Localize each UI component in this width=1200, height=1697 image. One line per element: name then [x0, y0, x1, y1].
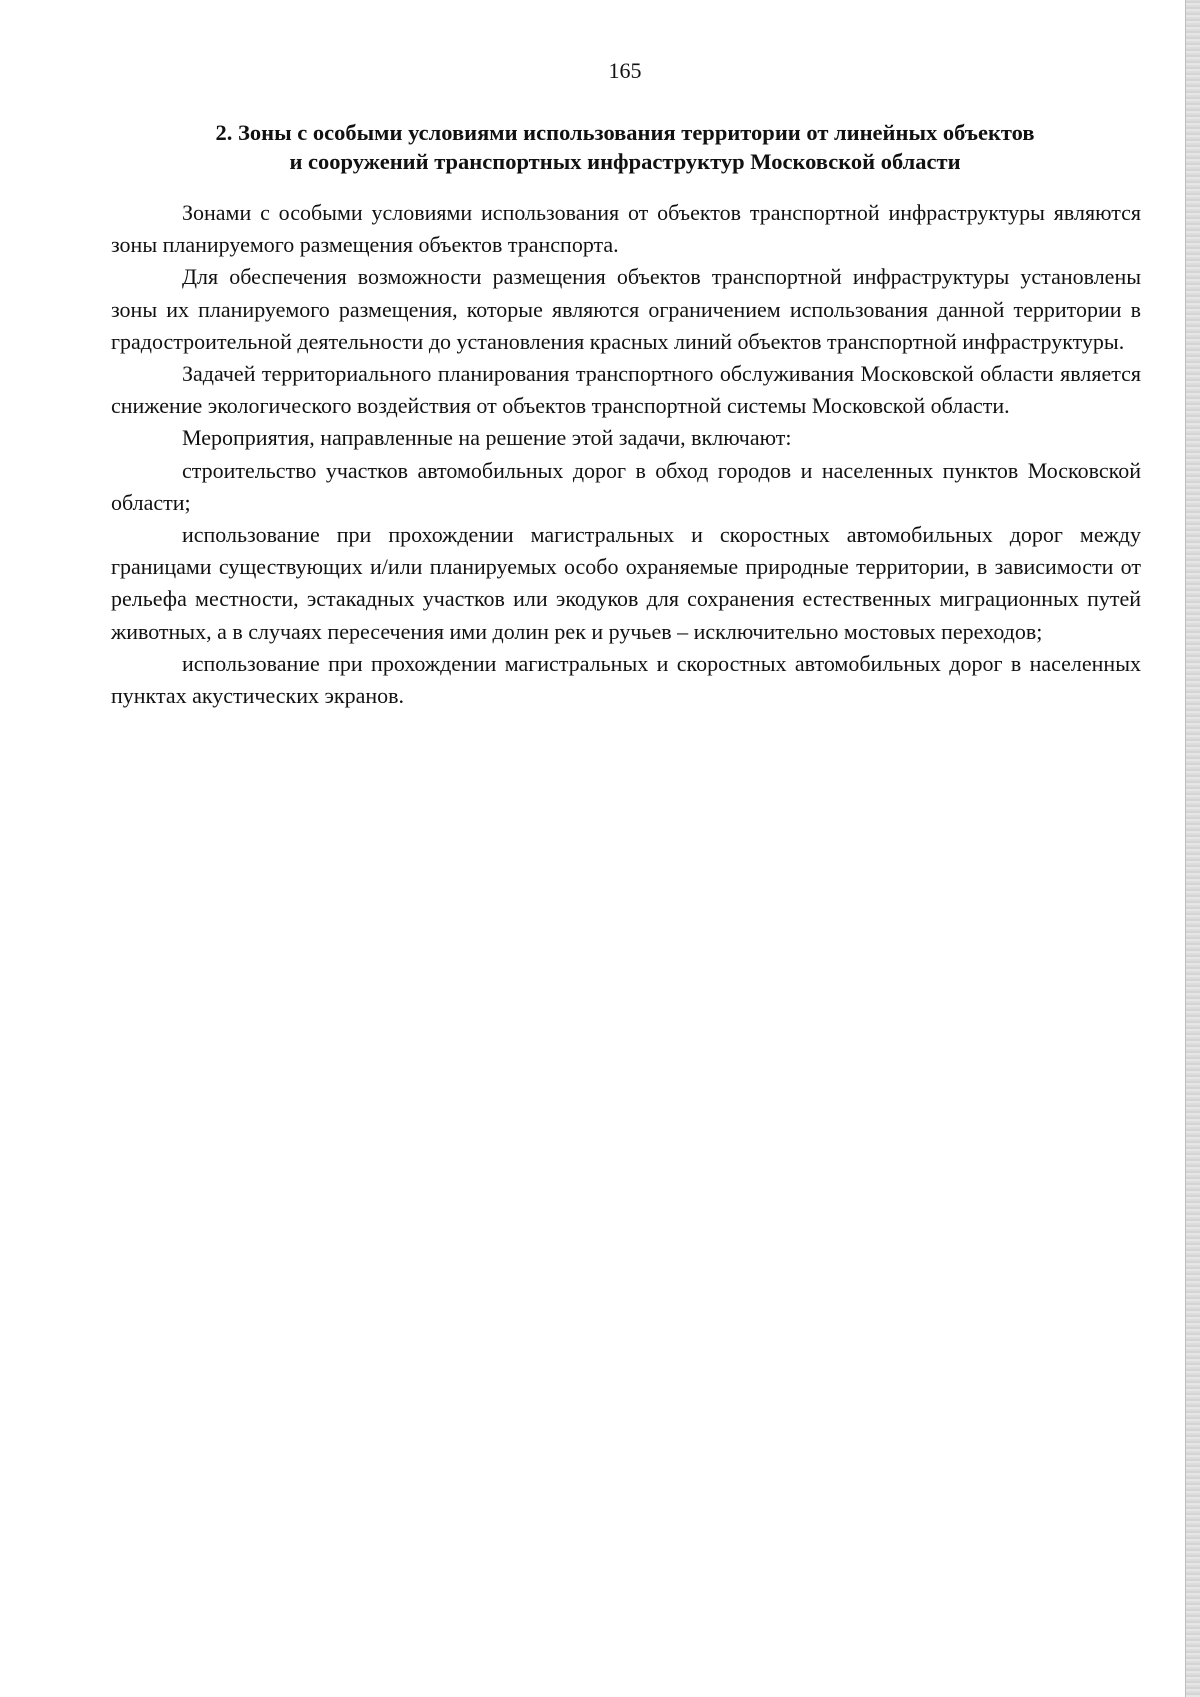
- page-number: 165: [608, 58, 642, 83]
- scan-edge-strip: [1185, 0, 1200, 1697]
- document-body: [111, 197, 1141, 712]
- paragraph-planning-task: Задачей территориального планирования транспортного обслуживания Московской области является снижение экологического воздействия от объектов транспортной системы Московской области.: [111, 361, 1141, 419]
- paragraph-bypass-roads: строительство участков автомобильных дорог в обход городов и населенных пунктов Московской области;: [111, 457, 1141, 515]
- section-heading-line-1: 2. Зоны с особыми условиями использования территории от линейных объектов: [215, 120, 1035, 145]
- paragraph-overpasses-ecoducts: использование при прохождении магистральных и скоростных автомобильных дорог между границами существующих и/или планируемых особо охраняемые природные территории, в зависимости от рельефа местности, эстакадных участков или экодуков для сохранения естественных миграционных путей животных, а в случаях пересечения ими долин рек и ручьев – исключительно мостовых переходов;: [111, 522, 1141, 644]
- paragraph-placement-zones: Для обеспечения возможности размещения объектов транспортной инфраструктуры установлены зоны их планируемого размещения, которые являются ограничением использования данной территории в градостроительной деятельности до установления красных линий объектов транспортной инфраструктуры.: [111, 264, 1141, 354]
- section-heading-line-2: и сооружений транспортных инфраструктур Московской области: [289, 149, 961, 174]
- section-heading: [110, 118, 1140, 176]
- paragraph-measures-intro: Мероприятия, направленные на решение этой задачи, включают:: [182, 425, 792, 451]
- paragraph-zones-definition: Зонами с особыми условиями использования от объектов транспортной инфраструктуры являются зоны планируемого размещения объектов транспорта.: [111, 200, 1141, 258]
- paragraph-acoustic-screens: использование при прохождении магистральных и скоростных автомобильных дорог в населенных пунктах акустических экранов.: [111, 650, 1141, 709]
